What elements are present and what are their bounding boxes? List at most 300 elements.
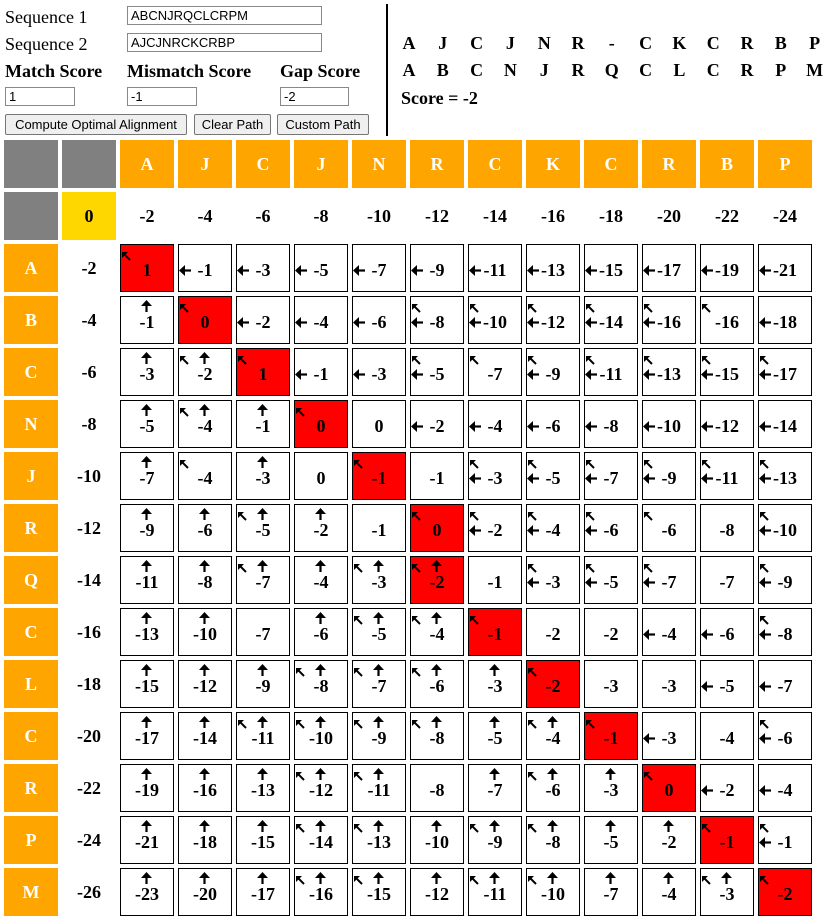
- score-cell[interactable]: [294, 712, 348, 760]
- score-cell[interactable]: [526, 764, 580, 812]
- score-cell[interactable]: [468, 244, 522, 292]
- score-cell[interactable]: [584, 660, 638, 708]
- score-cell[interactable]: [526, 296, 580, 344]
- score-cell[interactable]: [236, 868, 290, 916]
- origin-cell: [62, 192, 116, 240]
- row-header: [4, 608, 58, 656]
- path-cell[interactable]: [236, 348, 290, 396]
- score-cell[interactable]: [642, 452, 696, 500]
- score-cell[interactable]: [758, 452, 812, 500]
- up-arrow-icon: [257, 764, 268, 785]
- cell-value: J: [200, 153, 210, 174]
- cell-value: -8: [313, 676, 329, 696]
- score-cell[interactable]: [758, 504, 812, 552]
- score-cell[interactable]: [526, 400, 580, 448]
- cell-value: -13: [367, 832, 391, 852]
- left-arrow-icon: [759, 676, 771, 697]
- column-header: [468, 140, 522, 188]
- cell-value: M: [22, 881, 40, 902]
- score-cell[interactable]: [700, 244, 754, 292]
- first-row-cell: [120, 192, 174, 240]
- cell-value: -8: [545, 832, 561, 852]
- cell-value: -24: [77, 829, 101, 850]
- cell-value: -20: [657, 205, 681, 226]
- path-cell[interactable]: [642, 764, 696, 812]
- score-cell[interactable]: [236, 608, 290, 656]
- score-cell[interactable]: [758, 556, 812, 604]
- cell-value: -12: [77, 517, 101, 538]
- path-cell[interactable]: [410, 556, 464, 604]
- score-cell[interactable]: [178, 452, 232, 500]
- score-cell[interactable]: [120, 504, 174, 552]
- path-cell[interactable]: [410, 504, 464, 552]
- first-row-cell: [294, 192, 348, 240]
- cell-value: -11: [483, 260, 507, 280]
- score-cell[interactable]: [236, 556, 290, 604]
- path-cell[interactable]: [700, 816, 754, 864]
- cell-value: -10: [773, 520, 797, 540]
- match-score-input[interactable]: [5, 87, 75, 106]
- score-cell[interactable]: [758, 712, 812, 760]
- score-cell[interactable]: [526, 608, 580, 656]
- score-cell[interactable]: [410, 660, 464, 708]
- score-cell[interactable]: [700, 400, 754, 448]
- score-cell[interactable]: [468, 660, 522, 708]
- gap-score-input[interactable]: [280, 87, 349, 106]
- score-cell[interactable]: [700, 868, 754, 916]
- score-cell[interactable]: [352, 348, 406, 396]
- custom-path-button[interactable]: Custom Path: [277, 114, 369, 135]
- alignment-char: Q: [604, 60, 619, 80]
- score-cell[interactable]: [120, 816, 174, 864]
- up-arrow-icon: [199, 504, 210, 525]
- score-cell[interactable]: [526, 556, 580, 604]
- cell-value: -3: [139, 364, 155, 384]
- score-cell[interactable]: [584, 400, 638, 448]
- path-cell[interactable]: [294, 400, 348, 448]
- score-cell[interactable]: [584, 816, 638, 864]
- score-cell[interactable]: [526, 452, 580, 500]
- diagonal-arrow-icon: [296, 869, 305, 890]
- diagonal-arrow-icon: [412, 661, 421, 682]
- column-header: [178, 140, 232, 188]
- cell-value: -8: [429, 780, 445, 800]
- score-cell[interactable]: [410, 244, 464, 292]
- score-cell[interactable]: [236, 764, 290, 812]
- diagonal-arrow-icon: [412, 609, 421, 630]
- score-cell[interactable]: [700, 504, 754, 552]
- up-arrow-icon: [199, 816, 210, 837]
- cell-value: N: [24, 413, 38, 434]
- first-row-cell: [352, 192, 406, 240]
- cell-value: -1: [719, 832, 735, 852]
- score-cell[interactable]: [758, 816, 812, 864]
- cell-value: -8: [429, 728, 445, 748]
- score-cell[interactable]: [294, 660, 348, 708]
- cell-value: 0: [374, 416, 384, 436]
- score-cell[interactable]: [178, 244, 232, 292]
- score-cell[interactable]: [352, 556, 406, 604]
- score-cell[interactable]: [178, 556, 232, 604]
- score-cell[interactable]: [294, 504, 348, 552]
- score-cell[interactable]: [120, 764, 174, 812]
- up-arrow-icon: [373, 712, 384, 733]
- left-arrow-icon: [643, 416, 655, 437]
- score-cell[interactable]: [236, 660, 290, 708]
- first-row-cell: [642, 192, 696, 240]
- alignment-char: N: [503, 60, 517, 80]
- score-cell[interactable]: [700, 452, 754, 500]
- score-cell[interactable]: [468, 348, 522, 396]
- diagonal-arrow-icon: [354, 557, 363, 578]
- column-header: [236, 140, 290, 188]
- up-arrow-icon: [257, 816, 268, 837]
- cell-value: -1: [487, 572, 503, 592]
- score-cell[interactable]: [468, 452, 522, 500]
- path-cell[interactable]: [178, 296, 232, 344]
- score-cell[interactable]: [700, 296, 754, 344]
- score-cell[interactable]: [758, 660, 812, 708]
- diagonal-arrow-icon: [470, 349, 479, 370]
- cell-value: -3: [603, 676, 619, 696]
- score-cell[interactable]: [120, 296, 174, 344]
- row-header: [4, 504, 58, 552]
- up-arrow-icon: [141, 868, 152, 889]
- cell-value: 0: [316, 468, 326, 488]
- score-cell[interactable]: [236, 504, 290, 552]
- score-cell[interactable]: [584, 244, 638, 292]
- score-cell[interactable]: [236, 816, 290, 864]
- score-cell[interactable]: [294, 816, 348, 864]
- score-cell[interactable]: [642, 348, 696, 396]
- cell-value: -16: [193, 780, 217, 800]
- row-header: [4, 660, 58, 708]
- cell-value: -4: [719, 728, 735, 748]
- left-arrow-icon: [527, 468, 539, 489]
- path-cell[interactable]: [584, 712, 638, 760]
- row-header: [4, 348, 58, 396]
- score-cell[interactable]: [700, 660, 754, 708]
- score-cell[interactable]: [526, 348, 580, 396]
- up-arrow-icon: [141, 816, 152, 837]
- cell-value: -8: [777, 624, 793, 644]
- cell-value: -6: [313, 624, 329, 644]
- score-cell[interactable]: [294, 296, 348, 344]
- score-cell[interactable]: [700, 556, 754, 604]
- score-cell[interactable]: [236, 452, 290, 500]
- cell-value: -1: [371, 468, 387, 488]
- left-arrow-icon: [759, 520, 771, 541]
- score-cell[interactable]: [468, 504, 522, 552]
- score-cell[interactable]: [642, 296, 696, 344]
- up-arrow-icon: [199, 660, 210, 681]
- score-cell[interactable]: [178, 868, 232, 916]
- score-cell[interactable]: [236, 712, 290, 760]
- score-cell[interactable]: [468, 556, 522, 604]
- cell-value: -15: [715, 364, 739, 384]
- score-cell[interactable]: [178, 348, 232, 396]
- cell-value: -1: [197, 260, 213, 280]
- first-col-cell: [62, 712, 116, 760]
- score-cell[interactable]: [526, 868, 580, 916]
- cell-value: -5: [255, 520, 271, 540]
- score-cell[interactable]: [642, 816, 696, 864]
- score-cell[interactable]: [758, 296, 812, 344]
- score-cell[interactable]: [642, 608, 696, 656]
- score-cell[interactable]: [178, 712, 232, 760]
- score-cell[interactable]: [584, 296, 638, 344]
- cell-value: -15: [367, 884, 391, 904]
- cell-value: R: [24, 517, 38, 538]
- score-cell[interactable]: [526, 244, 580, 292]
- left-arrow-icon: [585, 260, 597, 281]
- score-cell[interactable]: [468, 400, 522, 448]
- cell-value: -2: [545, 624, 561, 644]
- left-arrow-icon: [585, 520, 597, 541]
- score-cell[interactable]: [758, 764, 812, 812]
- left-arrow-icon: [585, 312, 597, 333]
- column-header: [352, 140, 406, 188]
- score-cell[interactable]: [352, 244, 406, 292]
- cell-value: -5: [313, 260, 329, 280]
- diagonal-arrow-icon: [180, 401, 189, 422]
- score-cell[interactable]: [642, 400, 696, 448]
- score-cell[interactable]: [120, 556, 174, 604]
- cell-value: -16: [657, 312, 681, 332]
- score-cell[interactable]: [120, 712, 174, 760]
- up-arrow-icon: [315, 868, 326, 889]
- score-cell[interactable]: [700, 608, 754, 656]
- cell-value: -18: [599, 205, 623, 226]
- cell-value: -2: [81, 257, 97, 278]
- score-cell[interactable]: [526, 816, 580, 864]
- first-row-cell: [468, 192, 522, 240]
- cell-value: -7: [777, 676, 793, 696]
- path-cell[interactable]: [352, 452, 406, 500]
- cell-value: 0: [664, 780, 674, 800]
- path-cell[interactable]: [526, 660, 580, 708]
- score-cell[interactable]: [352, 296, 406, 344]
- score-cell[interactable]: [178, 608, 232, 656]
- score-cell[interactable]: [178, 816, 232, 864]
- score-cell[interactable]: [642, 712, 696, 760]
- score-cell[interactable]: [120, 868, 174, 916]
- cell-value: -7: [487, 364, 503, 384]
- column-header: [526, 140, 580, 188]
- first-row-cell: [700, 192, 754, 240]
- score-cell[interactable]: [352, 504, 406, 552]
- score-cell[interactable]: [352, 764, 406, 812]
- score-cell[interactable]: [700, 764, 754, 812]
- cell-value: J: [316, 153, 326, 174]
- up-arrow-icon: [141, 556, 152, 577]
- score-cell[interactable]: [410, 712, 464, 760]
- score-cell[interactable]: [352, 868, 406, 916]
- cell-value: -4: [661, 624, 677, 644]
- score-cell[interactable]: [352, 712, 406, 760]
- score-cell[interactable]: [410, 868, 464, 916]
- score-cell[interactable]: [526, 712, 580, 760]
- cell-value: -5: [139, 416, 155, 436]
- cell-value: -9: [139, 520, 155, 540]
- score-cell[interactable]: [352, 816, 406, 864]
- score-cell[interactable]: [410, 348, 464, 396]
- cell-value: 0: [432, 520, 442, 540]
- row-header: [4, 816, 58, 864]
- score-cell[interactable]: [758, 244, 812, 292]
- cell-value: -5: [545, 468, 561, 488]
- score-cell[interactable]: [120, 660, 174, 708]
- score-cell[interactable]: [410, 608, 464, 656]
- score-cell[interactable]: [758, 348, 812, 396]
- cell-value: -26: [77, 881, 101, 902]
- score-cell[interactable]: [120, 608, 174, 656]
- alignment-char: R: [571, 33, 585, 53]
- cell-value: -7: [371, 676, 387, 696]
- score-cell[interactable]: [178, 504, 232, 552]
- score-cell[interactable]: [236, 244, 290, 292]
- cell-value: -10: [657, 416, 681, 436]
- cell-value: A: [140, 153, 154, 174]
- diagonal-arrow-icon: [296, 817, 305, 838]
- score-cell[interactable]: [120, 452, 174, 500]
- path-cell[interactable]: [468, 608, 522, 656]
- up-arrow-icon: [663, 868, 674, 889]
- diagonal-arrow-icon: [180, 453, 189, 474]
- left-arrow-icon: [585, 468, 597, 489]
- cell-value: -3: [661, 676, 677, 696]
- score-cell[interactable]: [700, 712, 754, 760]
- cell-value: -4: [81, 309, 97, 330]
- alignment-char: C: [470, 33, 484, 53]
- up-arrow-icon: [489, 868, 500, 889]
- cell-value: -9: [777, 572, 793, 592]
- cell-value: -1: [139, 312, 155, 332]
- column-header: [410, 140, 464, 188]
- score-cell[interactable]: [178, 400, 232, 448]
- score-cell[interactable]: [410, 296, 464, 344]
- score-cell[interactable]: [294, 868, 348, 916]
- cell-value: -2: [429, 572, 445, 592]
- score-cell[interactable]: [642, 660, 696, 708]
- score-cell[interactable]: [584, 348, 638, 396]
- left-arrow-icon: [411, 364, 423, 385]
- score-cell[interactable]: [584, 608, 638, 656]
- cell-value: P: [25, 829, 37, 850]
- score-cell[interactable]: [352, 400, 406, 448]
- score-cell[interactable]: [584, 556, 638, 604]
- score-cell[interactable]: [584, 452, 638, 500]
- score-cell[interactable]: [468, 764, 522, 812]
- score-cell[interactable]: [120, 348, 174, 396]
- score-cell[interactable]: [526, 504, 580, 552]
- cell-value: -5: [429, 364, 445, 384]
- cell-value: -3: [371, 364, 387, 384]
- up-arrow-icon: [373, 660, 384, 681]
- score-cell[interactable]: [352, 608, 406, 656]
- score-cell[interactable]: [294, 244, 348, 292]
- score-cell[interactable]: [468, 868, 522, 916]
- left-arrow-icon: [353, 364, 365, 385]
- score-cell[interactable]: [468, 296, 522, 344]
- left-arrow-icon: [701, 364, 713, 385]
- first-row-cell: [410, 192, 464, 240]
- diagonal-arrow-icon: [354, 609, 363, 630]
- gap-score-label: Gap Score: [280, 61, 361, 81]
- up-arrow-icon: [605, 816, 616, 837]
- score-cell[interactable]: [642, 868, 696, 916]
- cell-value: -7: [603, 884, 619, 904]
- alignment-char: B: [774, 33, 787, 53]
- score-cell[interactable]: [468, 816, 522, 864]
- score-cell[interactable]: [700, 348, 754, 396]
- sequence-1-input[interactable]: [127, 6, 322, 25]
- up-arrow-icon: [141, 504, 152, 525]
- alignment-char: R: [740, 60, 754, 80]
- alignment-char: B: [436, 60, 449, 80]
- score-cell[interactable]: [758, 608, 812, 656]
- left-arrow-icon: [295, 312, 307, 333]
- score-cell[interactable]: [294, 608, 348, 656]
- up-arrow-icon: [489, 816, 500, 837]
- score-cell[interactable]: [642, 504, 696, 552]
- cell-value: -9: [429, 260, 445, 280]
- up-arrow-icon: [199, 608, 210, 629]
- up-arrow-icon: [605, 764, 616, 785]
- score-cell[interactable]: [410, 816, 464, 864]
- score-cell[interactable]: [584, 764, 638, 812]
- score-cell[interactable]: [352, 660, 406, 708]
- compute-alignment-button[interactable]: Compute Optimal Alignment: [5, 114, 187, 135]
- score-cell[interactable]: [236, 400, 290, 448]
- score-cell[interactable]: [468, 712, 522, 760]
- clear-path-button[interactable]: Clear Path: [194, 114, 271, 135]
- score-cell[interactable]: [410, 452, 464, 500]
- cell-value: Q: [23, 569, 38, 590]
- score-cell[interactable]: [236, 296, 290, 344]
- diagonal-arrow-icon: [238, 349, 247, 370]
- sequence-2-input[interactable]: [127, 33, 322, 52]
- row-header: [4, 244, 58, 292]
- score-cell[interactable]: [584, 504, 638, 552]
- score-cell[interactable]: [294, 348, 348, 396]
- up-arrow-icon: [315, 712, 326, 733]
- score-cell[interactable]: [178, 764, 232, 812]
- score-cell[interactable]: [294, 556, 348, 604]
- score-cell[interactable]: [120, 400, 174, 448]
- sequence-1-label: Sequence 1: [5, 7, 88, 27]
- mismatch-score-input[interactable]: [127, 87, 197, 106]
- score-cell[interactable]: [642, 556, 696, 604]
- score-cell[interactable]: [410, 764, 464, 812]
- path-cell[interactable]: [120, 244, 174, 292]
- score-cell[interactable]: [584, 868, 638, 916]
- diagonal-arrow-icon: [412, 505, 421, 526]
- score-cell[interactable]: [178, 660, 232, 708]
- diagonal-arrow-icon: [238, 713, 247, 734]
- cell-value: -9: [371, 728, 387, 748]
- score-cell[interactable]: [294, 764, 348, 812]
- score-cell[interactable]: [642, 244, 696, 292]
- path-cell[interactable]: [758, 868, 812, 916]
- up-arrow-icon: [315, 660, 326, 681]
- cell-value: -10: [77, 465, 101, 486]
- up-arrow-icon: [141, 712, 152, 733]
- score-cell[interactable]: [294, 452, 348, 500]
- cell-value: C: [24, 725, 38, 746]
- score-cell[interactable]: [758, 400, 812, 448]
- score-cell[interactable]: [410, 400, 464, 448]
